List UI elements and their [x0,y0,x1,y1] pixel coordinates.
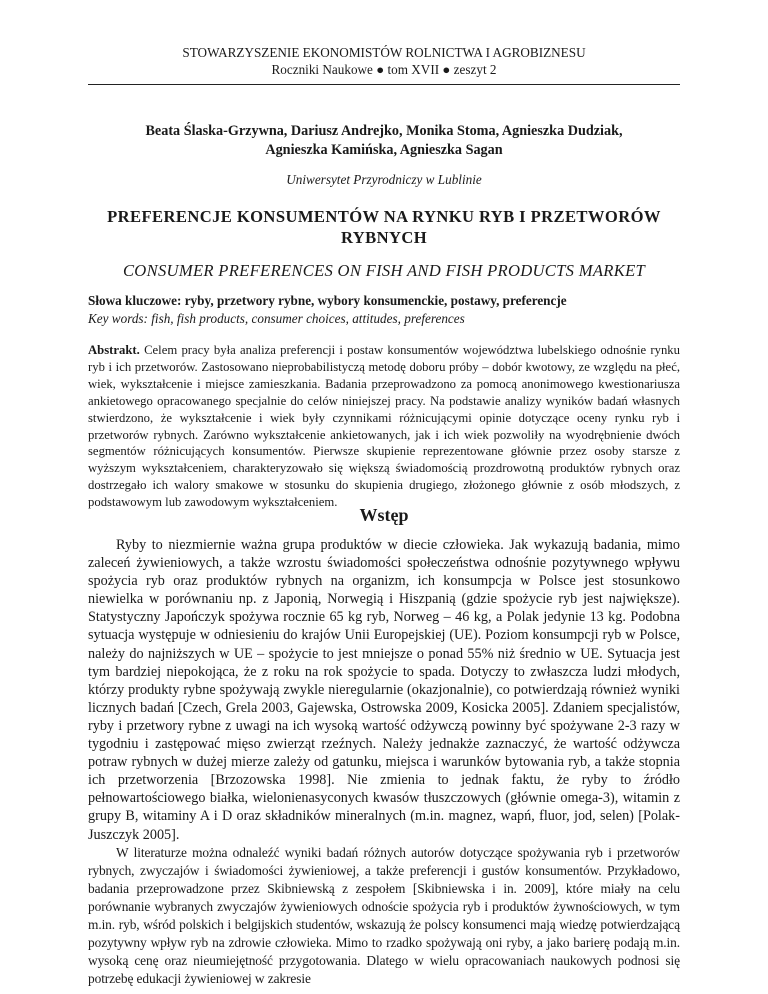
authors-line-2: Agnieszka Kamińska, Agnieszka Sagan [265,141,503,158]
paper-title-english: CONSUMER PREFERENCES ON FISH AND FISH PRODUCTS MARKET [122,261,646,280]
body-paragraph-1: Ryby to niezmiernie ważna grupa produktów w diecie człowieka. Jak wykazują badania, mimo zaleceń żywieniowych, a także wzrostu świadomości społeczeństwa odnośnie pozytywnego wpływu spożycia ryb oraz produktów rybnych na organizm, ich konsumpcja w Polsce jest stosunkowo niewielka w porównaniu np. z Japonią, Norwegią i Hiszpanią (gdzie spożycie ryb jest największe). Statystyczny Japończyk spożywa rocznie 65 kg ryb, Norweg – 46 kg, a Polak jedynie 13 kg. Podobna sytuacja występuje w odniesieniu do krajów Unii Europejskiej (UE). Poziom konsumpcji ryb w Polsce, należy do najniższych w UE – spożycie to jest mniejsze o ponad 55% niż średnio w UE. Sytuacja jest tym bardziej niepokojąca, że z roku na rok spożycie to spada. Dotyczy to zwłaszcza ludzi młodych, którzy produkty rybne spożywają zwykle nieregularnie (okazjonalnie), co potwierdzają również wyniki licznych badań [Czech, Grela 2003, Gajewska, Ostrowska 2009, Kosicka 2005]. Zdaniem specjalistów, ryby i przetwory rybne z uwagi na ich wysoką wartość odżywczą powinny być spożywane 2-3 razy w tygodniu i zastępować mięso zwierząt rzeźnych. Należy jednakże zaznaczyć, że wartość odżywcza potraw rybnych w dużej mierze zależy od gatunku, miejsca i warunków bytowania ryb, a także stopnia ich przetworzenia [Brzozowska 1998]. Nie zmienia to jednak faktu, że ryby to źródło pełnowartościowego białka, wielonienasyconych kwasów tłuszczowych (głównie omega-3), witamin z grupy B, witaminy A i D oraz składników mineralnych (m.in. magnez, wapń, fluor, jod, selen) [Polak-Juszczyk 2005]. [88,537,680,843]
title-pl-line-1: PREFERENCJE KONSUMENTÓW NA RYNKU RYB I PRZETWORÓW [107,207,661,226]
section-heading: Wstęp [359,505,409,525]
keywords-polish: Słowa kluczowe: ryby, przetwory rybne, wybory konsumenckie, postawy, preferencje [88,293,567,308]
abstract [88,342,680,511]
journal-name: STOWARZYSZENIE EKONOMISTÓW ROLNICTWA I AGROBIZNESU [182,45,586,60]
title-pl-line-2: RYBNYCH [340,228,428,247]
authors-line-1: Beata Ślaska-Grzywna, Dariusz Andrejko, Monika Stoma, Agnieszka Dudziak, [145,123,623,139]
section-body [88,536,680,988]
abstract-text: Celem pracy była analiza preferencji i postaw konsumentów województwa lubelskiego odnośnie rynku ryb i ich przetworów. Zastosowano nieprobabilistyczą metodę doboru próby – dobór kwotowy, ze względu na płeć, wiek, wykształcenie i miejsce zamieszkania. Badania przeprowadzono za pomocą anonimowego kwestionariusza ankietowego opracowanego specjalnie do celów niniejszej pracy. Na podstawie analizy wyników badań własnych stwierdzono, że wykształcenie i wiek były czynnikami różnicującymi opinie dotyczące oceny rynku ryb i przetworów rybnych. Zarówno wykształcenie ankietowanych, jak i ich wiek pozwoliły na wyodrębnienie dwóch segmentów różnicujących konsumentów. Pierwsze skupienie reprezentowane głównie przez osoby starsze z wyższym wykształceniem, charakteryzowało się większą świadomością prozdrowotną produktów rybnych oraz dostrzegało ich walory smakowe w stosunku do skupienia drugiego, złożonego głównie z osób młodszych, z podstawowym lub zawodowym wykształceniem. [88,343,680,510]
abstract-label: Abstrakt. [88,343,140,357]
keywords-english: Key words: fish, fish products, consumer choices, attitudes, preferences [88,311,465,326]
header-divider [88,84,680,85]
affiliation: Uniwersytet Przyrodniczy w Lublinie [286,172,482,187]
body-paragraph-2: W literaturze można odnaleźć wyniki badań różnych autorów dotyczące spożywania ryb i przetworów rybnych, zwyczajów i świadomości żywieniowej, a także preferencji i gustów konsumentów. Przykładowo, badania przeprowadzone przez Skibniewską z zespołem [Skibniewska i in. 2009], które miały na celu porównanie wybranych zwyczajów żywieniowych odnoście spożycia ryb i produktów żywnościowych, w tym m.in. ryb, wśród polskich i belgijskich studentów, wskazują że polscy konsumenci mają wiedzę potwierdzającą pozytywny wpływ ryb na zdrowie człowieka. Mimo to rzadko spożywają oni ryby, a jako barierę podają m.in. wysoką cenę oraz nieumiejętność przygotowania. Dlatego w wielu opracowaniach naukowych podnosi się potrzebę edukacji żywieniowej w zakresie [88,844,680,987]
series-line: Roczniki Naukowe ● tom XVII ● zeszyt 2 [271,62,497,77]
journal-header [88,44,680,78]
author-list [88,122,680,159]
paper-title-polish [88,206,680,248]
